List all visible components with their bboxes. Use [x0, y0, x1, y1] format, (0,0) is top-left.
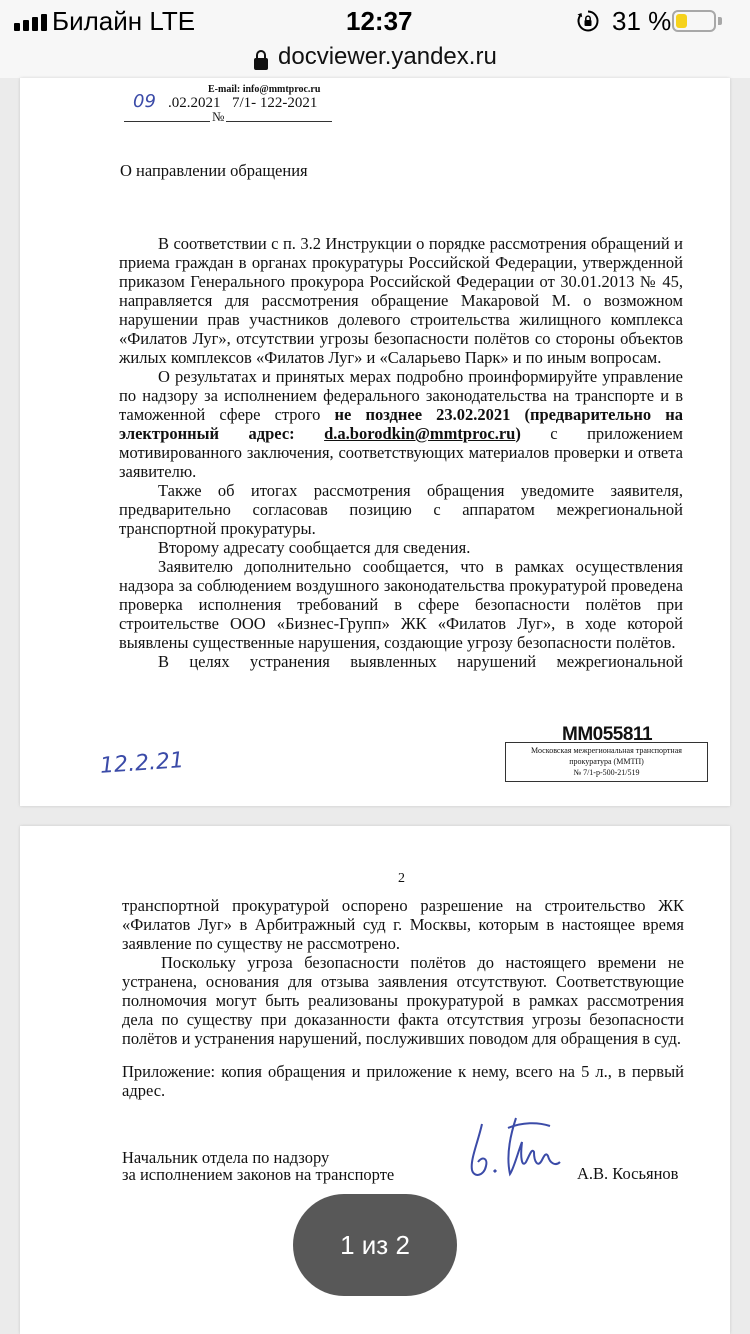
outgoing-number: 7/1- 122-2021: [232, 95, 318, 111]
page-indicator-label: 1 из 2: [340, 1229, 410, 1260]
paragraph-text: с приложением мотивированного заключения, соответствующих материалов проверки и ответа заявителю.: [119, 424, 683, 481]
status-bar: [0, 0, 750, 42]
clock: 12:37: [346, 6, 413, 36]
battery-tip: [718, 17, 722, 25]
stamp-number: MM055811: [562, 724, 653, 745]
date-underline: [124, 121, 210, 122]
battery-fill: [676, 14, 687, 28]
sender-email: E-mail: info@mmtproc.ru: [208, 84, 321, 95]
signal-bars-icon: [14, 14, 47, 31]
document-page-1: [20, 78, 730, 806]
paragraph: В целях устранения выявленных нарушений межрегиональной: [158, 652, 683, 671]
paragraph: Заявителю дополнительно сообщается, что в рамках осуществления надзора за соблюдением воздушного законодательства прокуратурой проведена проверка исполнения требований в сфере безопасности полётов при строительстве ООО «Бизнес-Групп» ЖК «Филатов Луг», в ходе которой выявлены существенные нарушения, создающие угрозу безопасности полётов.: [119, 557, 683, 652]
number-sign: №: [212, 109, 225, 124]
attachment-note: Приложение: копия обращения и приложение к нему, всего на 5 л., в первый адрес.: [122, 1062, 684, 1100]
rotation-lock-icon: [576, 9, 600, 33]
letter-subject: О направлении обращения: [120, 161, 308, 180]
deadline-text-close: ): [515, 424, 521, 443]
paragraph: В соответствии с п. 3.2 Инструкции о порядке рассмотрения обращений и приема граждан в органах прокуратуры Российской Федерации, утвержденной приказом Генерального прокурора Российской Федерации от 30.01.2013 № 45, направляется для рассмотрения обращение Макаровой М. о возможном нарушении прав участников долевого строительства жилищного комплекса «Филатов Луг», отсутствии угрозы безопасности полётов со стороны объектов жилых комплексов «Филатов Луг» и «Саларьево Парк» и по иным вопросам.: [119, 234, 683, 367]
letter-date: .02.2021: [168, 95, 221, 111]
signer-title-line: за исполнением законов на транспорте: [122, 1165, 395, 1184]
stamp-line: Московская межрегиональная транспортная: [531, 746, 682, 755]
registration-stamp: [505, 742, 708, 782]
battery-icon: [672, 10, 716, 32]
page-indicator[interactable]: [293, 1194, 457, 1296]
handwritten-note: 12.2.21: [99, 748, 185, 779]
carrier-label: Билайн LTE: [52, 6, 196, 36]
stamp-line: прокуратура (ММТП): [569, 757, 644, 766]
letter-body: [122, 896, 684, 1100]
signer-title-line: Начальник отдела по надзору: [122, 1148, 330, 1167]
handwritten-date: 09: [133, 91, 156, 112]
paragraph: [119, 367, 683, 481]
signature: [460, 1112, 570, 1192]
signer-title: [122, 1149, 394, 1183]
paragraph: Также об итогах рассмотрения обращения уведомите заявителя, предварительно согласовав позицию с аппаратом межрегиональной транспортной прокуратуры.: [119, 481, 683, 538]
number-underline: [226, 121, 332, 122]
signer-name: А.В. Косьянов: [577, 1164, 679, 1183]
paragraph: Второму адресату сообщается для сведения.: [158, 538, 471, 557]
lock-icon: [253, 49, 269, 71]
stamp-line: № 7/1-р-500-21/519: [573, 768, 640, 777]
contact-email: d.a.borodkin@mmtproc.ru: [324, 424, 516, 443]
address-bar[interactable]: [0, 42, 750, 78]
paragraph-text: О результатах и принятых мерах подробно проинформируйте управление по надзору за исполнением федерального законодательства на транспорте и в таможенной сфере строго: [119, 367, 683, 424]
url-domain[interactable]: docviewer.yandex.ru: [278, 43, 497, 70]
page-number: 2: [398, 871, 405, 886]
paragraph: Поскольку угроза безопасности полётов до настоящего времени не устранена, основания для отзыва заявления отсутствуют. Соответствующие полномочия могут быть реализованы прокуратурой в рамках рассмотрения дела по существу при доказанности факта отсутствия угрозы безопасности полётов и устранения нарушений, послуживших поводом для обращения в суд.: [122, 953, 684, 1048]
letter-body: [119, 234, 683, 671]
deadline-text: не позднее 23.02.2021 (предварительно на электронный адрес:: [119, 405, 684, 443]
battery-percent: 31 %: [612, 6, 672, 36]
paragraph: транспортной прокуратурой оспорено разрешение на строительство ЖК «Филатов Луг» в Арбитражный суд г. Москвы, которым в настоящее время заявление по существу не рассмотрено.: [122, 896, 684, 953]
